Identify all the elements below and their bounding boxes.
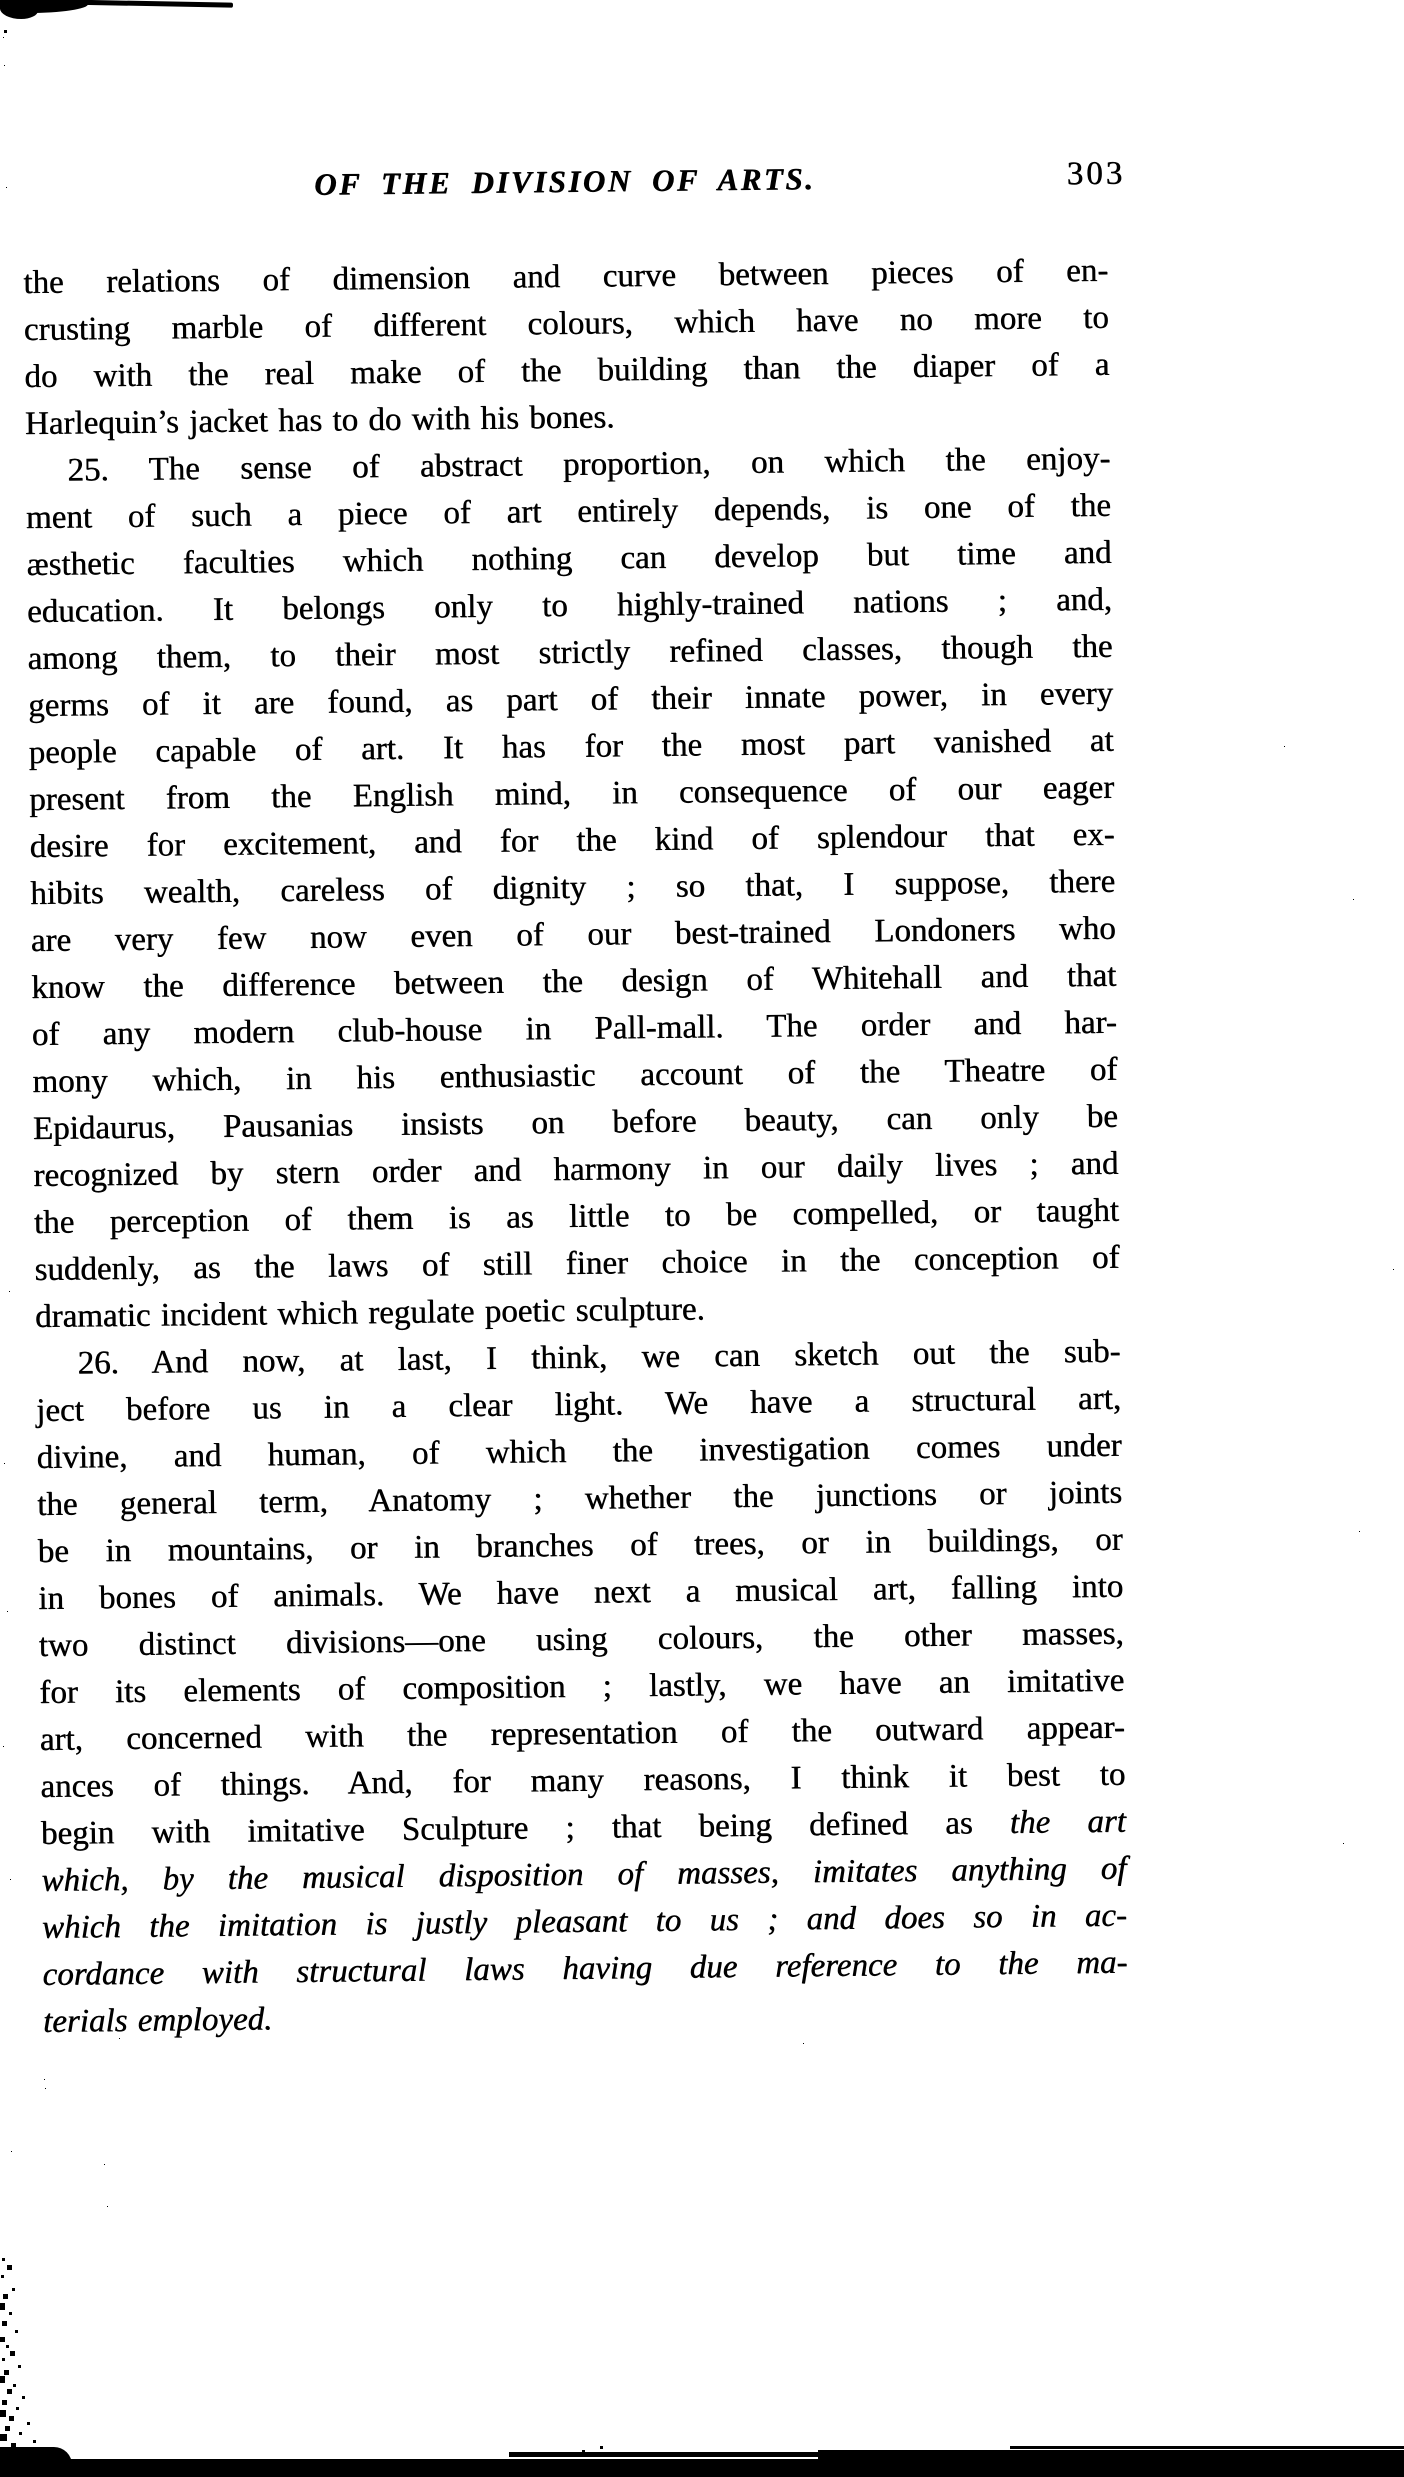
text-segment: ment of such a piece of art entirely depends, is one of the <box>25 487 1112 536</box>
page-header <box>22 155 1126 216</box>
scan-bar-bottom-lineB <box>818 2450 1404 2459</box>
text-segment: dramatic incident which regulate poetic sculpture. <box>34 1291 705 1335</box>
text-block <box>22 155 1128 2046</box>
text-segment: education. It belongs only to highly-trained nations ; and, <box>26 581 1113 630</box>
page-body <box>23 248 1128 2046</box>
text-segment: do with the real make of the building than the diaper of a <box>24 346 1110 395</box>
page-number: 303 <box>1066 155 1126 193</box>
italic-text-segment: which the imitation is justly pleasant to us ; and does so in ac- <box>41 1897 1128 1946</box>
text-segment: people capable of art. It has for the most part vanished at <box>28 722 1114 771</box>
text-segment: are very few now even of our best-trained Londoners who <box>30 910 1116 959</box>
scan-bar-bottom-lineC <box>1010 2446 1404 2449</box>
text-segment: of any modern club-house in Pall-mall. The order and har- <box>31 1004 1117 1053</box>
text-segment: crusting marble of different colours, which have no more to <box>23 299 1109 348</box>
scan-bar-bottom-corner <box>0 2447 72 2477</box>
text-segment: divine, and human, of which the investigation comes under <box>36 1427 1122 1476</box>
text-segment: 26. And now, at last, I think, we can sketch out the sub- <box>77 1333 1121 1382</box>
paragraph <box>23 248 1110 448</box>
scan-bar-bottom <box>0 2459 1404 2477</box>
paragraph <box>35 1329 1128 2046</box>
italic-text-segment: the art <box>1009 1803 1127 1841</box>
text-segment: recognized by stern order and harmony in our daily lives ; and <box>33 1145 1119 1194</box>
paragraph <box>25 436 1120 1341</box>
text-segment: for its elements of composition ; lastly, we have an imitative <box>39 1662 1125 1711</box>
text-segment: two distinct divisions—one using colours, the other masses, <box>38 1615 1124 1664</box>
scan-noise-speckles <box>0 0 3 3</box>
text-segment: ject before us in a clear light. We have a structural art, <box>35 1380 1122 1429</box>
italic-text-segment: terials employed. <box>42 2001 273 2040</box>
text-segment: present from the English mind, in consequence of our eager <box>28 769 1115 818</box>
italic-text-segment: which, by the musical disposition of masses, imitates anything of <box>41 1850 1127 1899</box>
italic-text-segment: cordance with structural laws having due reference to the ma- <box>42 1944 1128 1993</box>
text-segment: begin with imitative Sculpture ; that being defined as <box>40 1804 1011 1852</box>
scan-smudge-top-left-thick <box>0 0 38 19</box>
text-segment: know the difference between the design of Whitehall and that <box>31 957 1117 1006</box>
text-segment: the perception of them is as little to be compelled, or taught <box>33 1192 1120 1241</box>
text-segment: the relations of dimension and curve between pieces of en- <box>23 252 1109 301</box>
running-header-title: OF THE DIVISION OF ARTS. <box>313 161 816 202</box>
text-segment: desire for excitement, and for the kind of splendour that ex- <box>29 816 1115 865</box>
text-segment: among them, to their most strictly refined classes, though the <box>27 628 1113 677</box>
text-segment: art, concerned with the representation of the outward appear- <box>39 1709 1125 1758</box>
text-segment: æsthetic faculties which nothing can develop but time and <box>26 534 1112 583</box>
text-segment: be in mountains, or in branches of trees, or in buildings, or <box>37 1521 1123 1570</box>
text-segment: in bones of animals. We have next a musical art, falling into <box>38 1568 1124 1617</box>
text-segment: ances of things. And, for many reasons, I think it best to <box>40 1756 1126 1805</box>
text-segment: Epidaurus, Pausanias insists on before beauty, can only be <box>32 1098 1119 1147</box>
text-segment: Harlequin’s jacket has to do with his bones. <box>24 399 615 442</box>
text-segment: suddenly, as the laws of still finer choice in the conception of <box>34 1239 1120 1288</box>
text-segment: germs of it are found, as part of their innate power, in every <box>27 675 1114 724</box>
text-segment: hibits wealth, careless of dignity ; so that, I suppose, there <box>30 863 1116 912</box>
text-segment: mony which, in his enthusiastic account of the Theatre of <box>32 1051 1118 1100</box>
text-segment: the general term, Anatomy ; whether the junctions or joints <box>36 1474 1123 1523</box>
text-segment: 25. The sense of abstract proportion, on which the enjoy- <box>67 440 1111 489</box>
